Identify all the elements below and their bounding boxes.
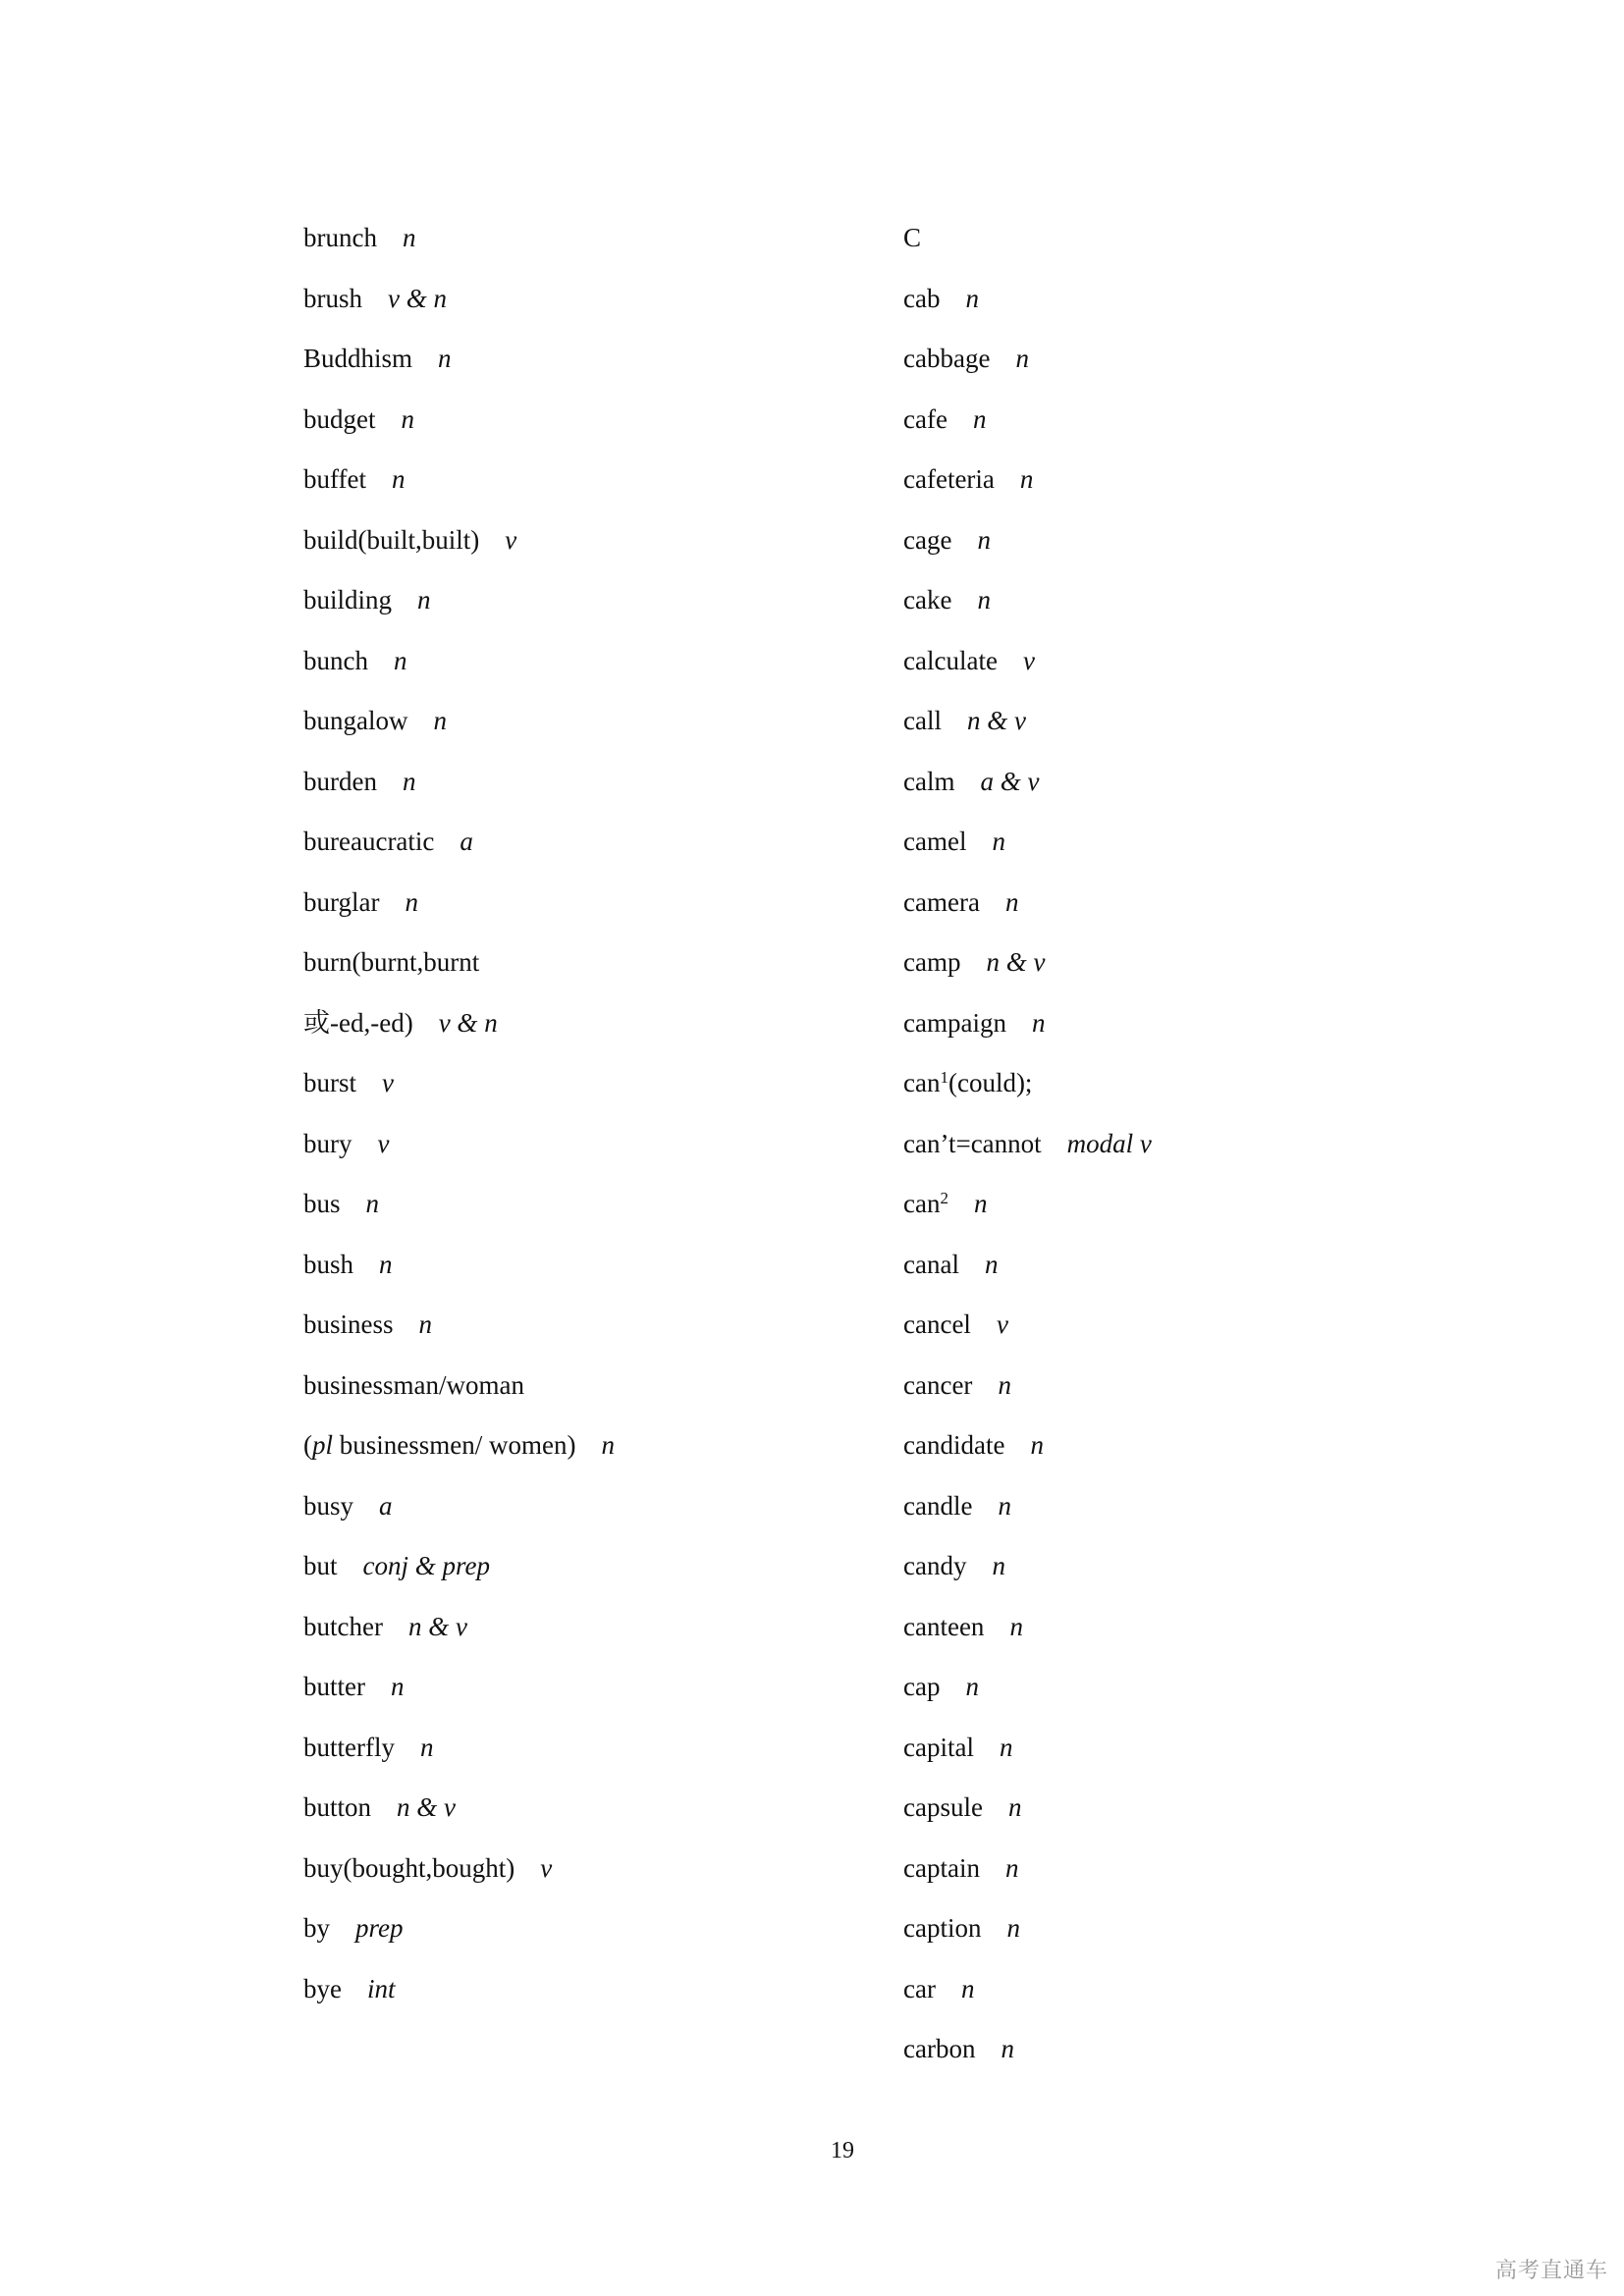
entry-word: captain bbox=[903, 1852, 980, 1883]
entry-word: butter bbox=[303, 1672, 365, 1701]
entry-word: camera bbox=[903, 886, 980, 917]
entry-word: burglar bbox=[303, 886, 380, 917]
entry-part-of-speech: n bbox=[405, 886, 418, 917]
entry-word: cake bbox=[903, 585, 952, 614]
entry-word: canteen bbox=[903, 1611, 985, 1641]
entry-part-of-speech: n bbox=[365, 1189, 380, 1218]
word-entry bbox=[903, 1667, 1453, 1728]
word-entry bbox=[903, 459, 1453, 520]
entry-part-of-speech: v bbox=[505, 524, 517, 555]
entry-part-of-speech: n bbox=[393, 645, 407, 675]
entry-part-of-speech: n bbox=[973, 1189, 988, 1218]
entry-part-of-speech: n bbox=[601, 1430, 615, 1460]
entry-part-of-speech: n bbox=[390, 1672, 405, 1701]
entry-part-of-speech: int bbox=[366, 1973, 396, 2003]
entry-word: C bbox=[903, 223, 922, 252]
entry-superscript: 2 bbox=[940, 1189, 948, 1207]
word-entry bbox=[303, 822, 853, 882]
entry-word: brunch bbox=[303, 223, 377, 252]
entry-word: 或-ed,-ed) bbox=[303, 1007, 413, 1038]
entry-word: bush bbox=[303, 1249, 354, 1279]
entry-part-of-speech: n bbox=[402, 223, 416, 252]
word-entry bbox=[303, 641, 853, 702]
entry-part-of-speech: n bbox=[992, 1551, 1005, 1580]
word-entry bbox=[903, 1969, 1453, 2030]
word-entry bbox=[903, 641, 1453, 702]
word-entry bbox=[903, 1425, 1453, 1486]
entry-word: butterfly bbox=[303, 1732, 395, 1762]
word-entry bbox=[303, 882, 853, 943]
entry-part-of-speech: n bbox=[438, 344, 452, 373]
word-entry bbox=[903, 701, 1453, 762]
word-entry bbox=[903, 882, 1453, 943]
word-entry bbox=[903, 1486, 1453, 1547]
entry-word: camel bbox=[903, 827, 967, 856]
entry-part-of-speech: n bbox=[965, 1672, 979, 1701]
watermark-text: 高考直通车 bbox=[1494, 2259, 1608, 2283]
entry-part-of-speech: v bbox=[540, 1852, 553, 1883]
entry-word: business bbox=[303, 1309, 394, 1339]
entry-part-of-speech: n bbox=[433, 706, 447, 735]
word-entry bbox=[903, 218, 1453, 279]
entry-part-of-speech: n & v bbox=[986, 947, 1046, 977]
word-entry bbox=[903, 1124, 1453, 1185]
word-entry bbox=[303, 1365, 853, 1426]
word-entry bbox=[903, 580, 1453, 641]
entry-word: brush bbox=[303, 283, 362, 313]
entry-word: candidate bbox=[903, 1430, 1005, 1460]
entry-word: button bbox=[303, 1792, 372, 1822]
entry-word: bunch bbox=[303, 645, 368, 675]
page-number: 19 bbox=[831, 2138, 854, 2163]
word-entry bbox=[303, 1908, 853, 1969]
word-entry bbox=[903, 1788, 1453, 1848]
word-entry bbox=[903, 1245, 1453, 1306]
entry-word: car bbox=[903, 1973, 936, 2003]
entry-open-paren: ( bbox=[303, 1430, 312, 1460]
word-entry bbox=[303, 339, 853, 400]
word-entry bbox=[303, 1063, 853, 1124]
entry-part-of-speech: n bbox=[965, 283, 979, 313]
word-entry bbox=[903, 942, 1453, 1003]
entry-part-of-speech: n bbox=[418, 1309, 433, 1339]
entry-part-of-speech: n & v bbox=[966, 706, 1026, 735]
entry-part-of-speech: n bbox=[984, 1249, 999, 1279]
entry-part-of-speech: n bbox=[402, 766, 416, 796]
entry-word: bye bbox=[303, 1973, 342, 2003]
entry-part-of-speech: v & n bbox=[388, 283, 447, 313]
entry-part-of-speech: n bbox=[977, 524, 991, 555]
entry-word: bureaucratic bbox=[303, 827, 435, 856]
word-entry bbox=[303, 580, 853, 641]
entry-word: cafeteria bbox=[903, 464, 995, 494]
entry-word: cage bbox=[903, 524, 952, 555]
entry-part-of-speech: n bbox=[992, 827, 1005, 856]
entry-part-of-speech: a & v bbox=[980, 766, 1040, 796]
word-entry bbox=[903, 1728, 1453, 1789]
entry-part-of-speech: a bbox=[379, 1490, 393, 1521]
word-entry bbox=[903, 762, 1453, 823]
entry-word: capital bbox=[903, 1732, 974, 1762]
entry-word: busy bbox=[303, 1490, 354, 1521]
entry-word: cap bbox=[903, 1672, 941, 1701]
word-entry bbox=[303, 1486, 853, 1547]
word-entry bbox=[903, 1305, 1453, 1365]
entry-part-of-speech: n bbox=[1009, 1611, 1023, 1641]
entry-word: cafe bbox=[903, 403, 947, 434]
entry-word: bury bbox=[303, 1128, 352, 1158]
word-entry bbox=[303, 701, 853, 762]
word-entry bbox=[303, 1003, 853, 1064]
word-entry bbox=[903, 400, 1453, 460]
word-entry bbox=[903, 1184, 1453, 1245]
entry-part-of-speech: n bbox=[960, 1973, 975, 2003]
entry-part-of-speech: n bbox=[998, 1369, 1011, 1400]
entry-part-of-speech: n bbox=[417, 585, 431, 614]
entry-part-of-speech: v bbox=[382, 1068, 394, 1097]
entry-part-of-speech: n bbox=[1004, 886, 1019, 917]
entry-part-of-speech: n bbox=[1015, 344, 1029, 373]
entry-part-of-speech: v bbox=[996, 1309, 1008, 1339]
word-entry bbox=[903, 1003, 1453, 1064]
entry-word: caption bbox=[903, 1913, 982, 1943]
entry-word: build(built,built) bbox=[303, 524, 480, 555]
entry-part-of-speech: n bbox=[972, 403, 987, 434]
entry-word: candle bbox=[903, 1490, 973, 1521]
entry-part-of-speech: n bbox=[391, 464, 406, 494]
word-entry bbox=[303, 1607, 853, 1668]
entry-word: can bbox=[903, 1068, 941, 1097]
word-entry bbox=[303, 400, 853, 460]
entry-word: by bbox=[303, 1913, 330, 1943]
entry-part-of-speech: n & v bbox=[407, 1611, 467, 1641]
word-entry bbox=[303, 218, 853, 279]
word-entry bbox=[303, 459, 853, 520]
word-entry bbox=[303, 279, 853, 340]
entry-word: businessman/woman bbox=[303, 1369, 524, 1400]
word-entry bbox=[903, 279, 1453, 340]
entry-part-of-speech: n bbox=[419, 1732, 434, 1762]
entry-plural-marker: pl bbox=[312, 1430, 334, 1460]
word-entry bbox=[303, 1425, 853, 1486]
entry-part-of-speech: n bbox=[999, 1732, 1013, 1762]
word-entry bbox=[303, 1245, 853, 1306]
entry-word: camp bbox=[903, 947, 961, 977]
entry-word: bus bbox=[303, 1189, 341, 1218]
entry-word: building bbox=[303, 585, 393, 614]
entry-word: bungalow bbox=[303, 706, 408, 735]
entry-part-of-speech: n bbox=[1031, 1007, 1046, 1038]
word-entry bbox=[303, 1305, 853, 1365]
entry-part-of-speech: n bbox=[977, 585, 991, 614]
entry-part-of-speech: n bbox=[998, 1490, 1011, 1521]
entry-word: cab bbox=[903, 283, 941, 313]
word-entry bbox=[903, 1063, 1453, 1124]
word-entry bbox=[903, 1365, 1453, 1426]
entry-word: buffet bbox=[303, 464, 366, 494]
entry-word: Buddhism bbox=[303, 344, 413, 373]
word-entry bbox=[303, 1124, 853, 1185]
entry-word: campaign bbox=[903, 1007, 1006, 1038]
word-entry bbox=[903, 339, 1453, 400]
entry-part-of-speech: n bbox=[379, 1249, 393, 1279]
word-entry bbox=[303, 1969, 853, 2030]
entry-part-of-speech: n bbox=[1007, 1792, 1022, 1822]
word-entry bbox=[903, 1546, 1453, 1607]
entry-word: canal bbox=[903, 1249, 959, 1279]
word-entry bbox=[903, 822, 1453, 882]
entry-part-of-speech: n bbox=[1001, 2034, 1014, 2063]
entry-word: budget bbox=[303, 403, 376, 434]
entry-word: burst bbox=[303, 1068, 356, 1097]
word-entry bbox=[903, 1607, 1453, 1668]
entry-word: candy bbox=[903, 1551, 967, 1580]
entry-part-of-speech: v bbox=[1022, 645, 1035, 675]
word-entry bbox=[903, 2029, 1453, 2090]
entry-word: but bbox=[303, 1551, 338, 1580]
word-entry bbox=[903, 520, 1453, 581]
entry-part-of-speech: n & v bbox=[397, 1792, 457, 1822]
entry-word: cancer bbox=[903, 1369, 973, 1400]
word-entry bbox=[303, 1788, 853, 1848]
entry-word: butcher bbox=[303, 1611, 383, 1641]
entry-word: buy(bought,bought) bbox=[303, 1852, 515, 1883]
word-entry bbox=[903, 1908, 1453, 1969]
word-entry bbox=[303, 942, 853, 1003]
word-entry bbox=[303, 1728, 853, 1789]
entry-word: capsule bbox=[903, 1792, 983, 1822]
entry-word: cancel bbox=[903, 1309, 971, 1339]
entry-word: carbon bbox=[903, 2034, 976, 2063]
word-entry bbox=[903, 1848, 1453, 1909]
entry-part-of-speech: n bbox=[1030, 1430, 1044, 1460]
word-entry bbox=[303, 1546, 853, 1607]
entry-part-of-speech: conj & prep bbox=[362, 1551, 490, 1580]
entry-part-of-speech: a bbox=[460, 827, 473, 856]
left-word-column bbox=[303, 218, 853, 2029]
word-entry bbox=[303, 762, 853, 823]
entry-part-of-speech: v bbox=[377, 1128, 390, 1158]
entry-word: calm bbox=[903, 766, 955, 796]
entry-word: can bbox=[903, 1189, 941, 1218]
entry-part-of-speech: modal v bbox=[1066, 1128, 1152, 1158]
right-word-column bbox=[903, 218, 1453, 2090]
entry-superscript: 1 bbox=[940, 1068, 948, 1087]
entry-word: burden bbox=[303, 766, 377, 796]
word-entry bbox=[303, 1184, 853, 1245]
entry-word: can’t=cannot bbox=[903, 1128, 1042, 1158]
entry-word: calculate bbox=[903, 645, 998, 675]
entry-part-of-speech: n bbox=[1019, 464, 1034, 494]
entry-forms: (could); bbox=[947, 1068, 1033, 1097]
entry-part-of-speech: n bbox=[1004, 1852, 1019, 1883]
entry-word: burn(burnt,burnt bbox=[303, 947, 480, 977]
entry-part-of-speech: n bbox=[401, 403, 414, 434]
word-entry bbox=[303, 520, 853, 581]
word-entry bbox=[303, 1848, 853, 1909]
entry-part-of-speech: v & n bbox=[438, 1007, 498, 1038]
entry-word: cabbage bbox=[903, 344, 991, 373]
entry-word: call bbox=[903, 706, 942, 735]
entry-part-of-speech: prep bbox=[355, 1913, 404, 1943]
entry-word: businessmen/ women) bbox=[339, 1430, 576, 1460]
word-entry bbox=[303, 1667, 853, 1728]
entry-part-of-speech: n bbox=[1006, 1913, 1020, 1943]
